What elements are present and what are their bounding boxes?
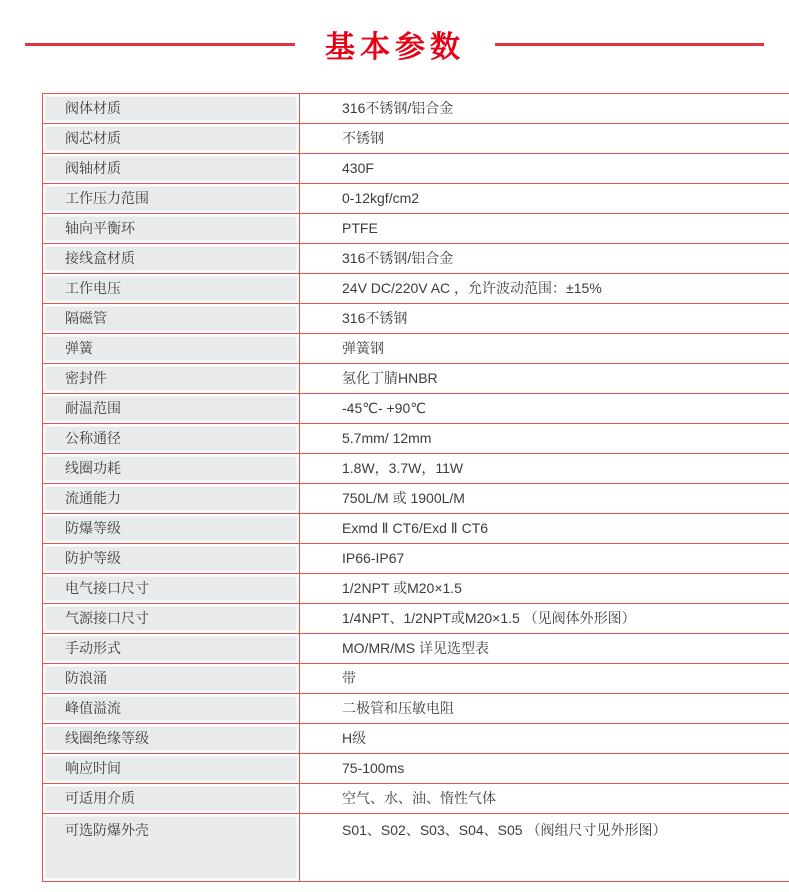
spec-value: IP66-IP67 <box>300 544 789 574</box>
spec-value: 二极管和压敏电阻 <box>300 694 789 724</box>
spec-label: 线圈功耗 <box>43 454 300 484</box>
spec-label: 防护等级 <box>43 544 300 574</box>
spec-label: 工作压力范围 <box>43 184 300 214</box>
spec-label: 隔磁管 <box>43 304 300 334</box>
page-title: 基本参数 <box>325 31 465 64</box>
table-row <box>43 334 789 364</box>
table-row <box>43 724 789 754</box>
spec-label: 手动形式 <box>43 634 300 664</box>
table-row <box>43 574 789 604</box>
spec-label: 密封件 <box>43 364 300 394</box>
spec-value: 氢化丁腈HNBR <box>300 364 789 394</box>
spec-label: 电气接口尺寸 <box>43 574 300 604</box>
spec-label: 耐温范围 <box>43 394 300 424</box>
spec-value: 75-100ms <box>300 754 789 784</box>
spec-value: PTFE <box>300 214 789 244</box>
section-header <box>25 22 764 66</box>
spec-label: 可适用介质 <box>43 784 300 814</box>
spec-label: 防浪涌 <box>43 664 300 694</box>
spec-label: 公称通径 <box>43 424 300 454</box>
table-row <box>43 424 789 454</box>
spec-value: H级 <box>300 724 789 754</box>
spec-table-body <box>43 94 789 882</box>
table-row <box>43 184 789 214</box>
spec-value: 24V DC/220V AC ，允许波动范围：±15% <box>300 274 789 304</box>
table-row <box>43 244 789 274</box>
table-row <box>43 514 789 544</box>
table-row <box>43 124 789 154</box>
table-row <box>43 634 789 664</box>
table-row <box>43 814 789 882</box>
table-row <box>43 304 789 334</box>
spec-value: 5.7mm/ 12mm <box>300 424 789 454</box>
title-rule-left <box>25 43 295 46</box>
table-row <box>43 154 789 184</box>
table-row <box>43 94 789 124</box>
table-row <box>43 274 789 304</box>
spec-label: 响应时间 <box>43 754 300 784</box>
spec-value: 316不锈钢/铝合金 <box>300 94 789 124</box>
table-row <box>43 544 789 574</box>
spec-value: 750L/M 或 1900L/M <box>300 484 789 514</box>
spec-value: MO/MR/MS 详见选型表 <box>300 634 789 664</box>
spec-value: 1.8W，3.7W，11W <box>300 454 789 484</box>
table-row <box>43 214 789 244</box>
table-row <box>43 454 789 484</box>
table-row <box>43 784 789 814</box>
table-row <box>43 754 789 784</box>
spec-table <box>42 93 789 882</box>
spec-value: 430F <box>300 154 789 184</box>
spec-label: 接线盒材质 <box>43 244 300 274</box>
spec-label: 可选防爆外壳 <box>43 814 300 882</box>
table-row <box>43 394 789 424</box>
spec-value: 316不锈钢 <box>300 304 789 334</box>
spec-label: 阀体材质 <box>43 94 300 124</box>
spec-value: Exmd Ⅱ CT6/Exd Ⅱ CT6 <box>300 514 789 544</box>
spec-label: 峰值溢流 <box>43 694 300 724</box>
spec-value: 0-12kgf/cm2 <box>300 184 789 214</box>
spec-value: 不锈钢 <box>300 124 789 154</box>
spec-label: 轴向平衡环 <box>43 214 300 244</box>
table-row <box>43 694 789 724</box>
spec-value: S01、S02、S03、S04、S05 （阀组尺寸见外形图） <box>300 814 789 882</box>
table-row <box>43 484 789 514</box>
spec-label: 弹簧 <box>43 334 300 364</box>
spec-label: 阀轴材质 <box>43 154 300 184</box>
spec-value: 1/2NPT 或M20×1.5 <box>300 574 789 604</box>
spec-value: 带 <box>300 664 789 694</box>
table-row <box>43 604 789 634</box>
spec-label: 工作电压 <box>43 274 300 304</box>
spec-value: 1/4NPT、1/2NPT或M20×1.5 （见阀体外形图） <box>300 604 789 634</box>
spec-value: 弹簧钢 <box>300 334 789 364</box>
table-row <box>43 664 789 694</box>
spec-label: 防爆等级 <box>43 514 300 544</box>
spec-label: 线圈绝缘等级 <box>43 724 300 754</box>
spec-label: 流通能力 <box>43 484 300 514</box>
spec-label: 气源接口尺寸 <box>43 604 300 634</box>
table-row <box>43 364 789 394</box>
spec-value: -45℃- +90℃ <box>300 394 789 424</box>
spec-value: 空气、水、油、惰性气体 <box>300 784 789 814</box>
spec-label: 阀芯材质 <box>43 124 300 154</box>
spec-value: 316不锈钢/铝合金 <box>300 244 789 274</box>
title-rule-right <box>495 43 764 46</box>
